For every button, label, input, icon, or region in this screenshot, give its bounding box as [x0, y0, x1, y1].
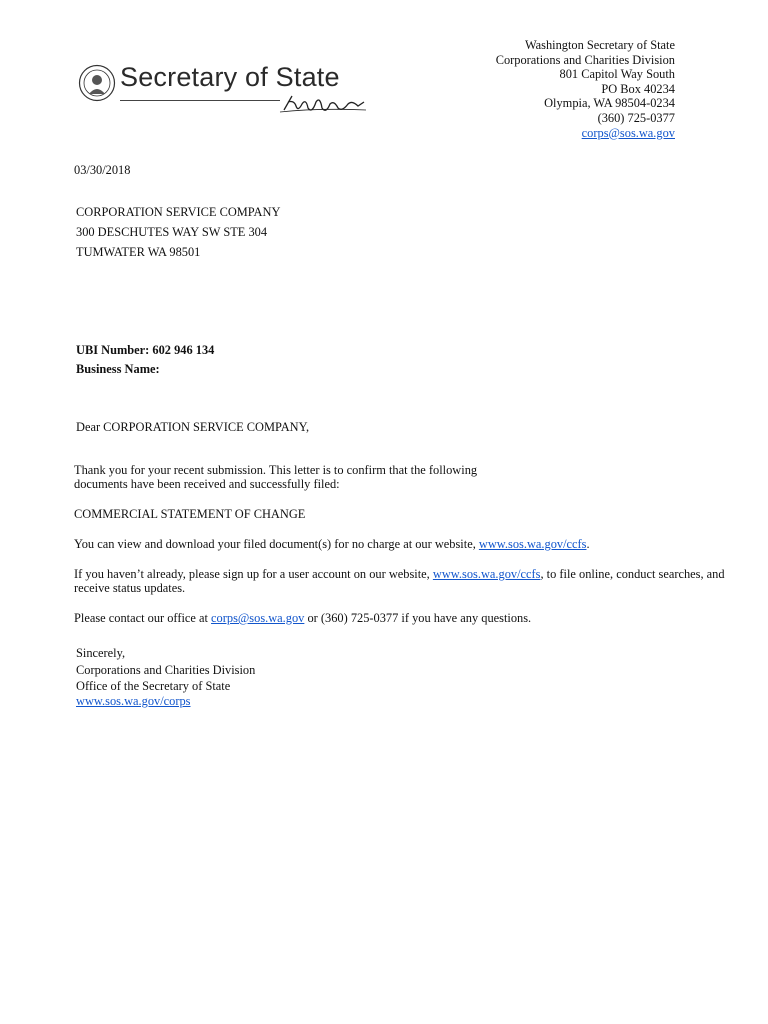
return-address-line: PO Box 40234	[601, 81, 675, 96]
signature-line: Office of the Secretary of State	[76, 679, 231, 693]
secretary-of-state-logo	[78, 60, 378, 120]
return-address-line: Olympia, WA 98504-0234	[544, 96, 675, 111]
paragraph-text: Please contact our office at	[74, 611, 212, 625]
return-address-line: Washington Secretary of State	[524, 38, 675, 52]
recipient-city: TUMWATER WA 98501	[76, 245, 201, 259]
return-address-email-link[interactable]: corps@sos.wa.gov	[581, 125, 675, 140]
paragraph-line: receive status updates.	[74, 581, 186, 595]
return-address	[496, 38, 675, 140]
logo-rule	[120, 100, 280, 101]
letter-date: 03/30/2018	[74, 163, 131, 177]
logo-title: Secretary of State	[120, 62, 340, 92]
ubi-number: UBI Number: 602 946 134	[76, 343, 215, 357]
paragraph-line: documents have been received and successfully filed:	[74, 477, 340, 491]
paragraph-text: , to file online, conduct searches, and	[540, 567, 725, 581]
return-address-line: Corporations and Charities Division	[495, 52, 675, 67]
recipient-name: CORPORATION SERVICE COMPANY	[76, 205, 281, 219]
contact-email-link[interactable]: corps@sos.wa.gov	[211, 611, 305, 625]
return-address-line: 801 Capitol Way South	[559, 67, 675, 82]
closing: Sincerely,	[76, 646, 126, 660]
paragraph-text: You can view and download your filed document(s) for no charge at our website,	[74, 537, 479, 551]
paragraph-text: or (360) 725-0377 if you have any questions.	[304, 611, 532, 625]
paragraph-signup	[74, 567, 725, 582]
document-type: COMMERCIAL STATEMENT OF CHANGE	[74, 507, 306, 521]
paragraph-contact	[74, 611, 531, 626]
paragraph-view-download	[74, 537, 590, 552]
ccfs-link[interactable]: www.sos.wa.gov/ccfs	[432, 567, 541, 581]
signature-icon	[278, 88, 368, 118]
return-address-phone: (360) 725-0377	[597, 110, 675, 125]
paragraph-line: Thank you for your recent submission. This letter is to confirm that the following	[74, 463, 478, 477]
signature-line: Corporations and Charities Division	[76, 663, 256, 677]
business-name: Business Name:	[76, 362, 160, 376]
corps-website-link[interactable]: www.sos.wa.gov/corps	[76, 694, 191, 708]
paragraph-text: If you haven’t already, please sign up for a user account on our website,	[74, 567, 433, 581]
paragraph-text: .	[586, 537, 590, 551]
ccfs-link[interactable]: www.sos.wa.gov/ccfs	[478, 537, 587, 551]
recipient-street: 300 DESCHUTES WAY SW STE 304	[76, 225, 268, 239]
salutation: Dear CORPORATION SERVICE COMPANY,	[76, 420, 310, 434]
state-seal-icon	[78, 64, 116, 102]
